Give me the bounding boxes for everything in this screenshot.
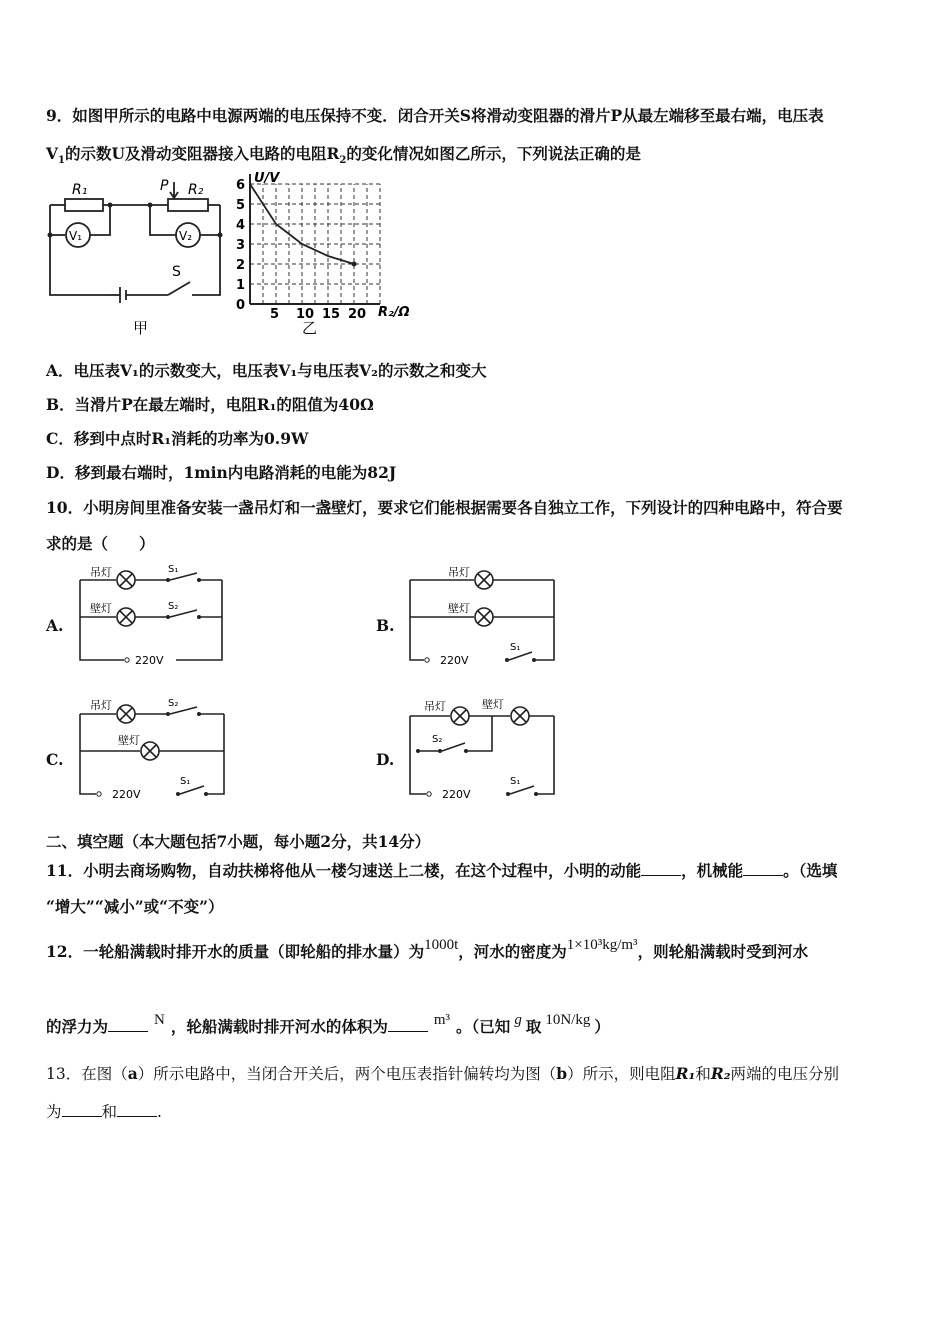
label-r2: R₂ xyxy=(188,182,204,198)
svg-text:S₁: S₁ xyxy=(510,642,521,653)
q9-option-c[interactable]: C．移到中点时R₁消耗的功率为0.9W xyxy=(46,429,309,448)
circuit-option-a[interactable] xyxy=(72,562,232,670)
q9-stem-line1: 9．如图甲所示的电路中电源两端的电压保持不变．闭合开关S将滑动变阻器的滑片P从最左端移至最右端，电压表 xyxy=(46,106,824,125)
svg-text:壁灯: 壁灯 xyxy=(448,602,470,615)
label-p: P xyxy=(160,178,169,194)
label-s: S xyxy=(172,264,181,280)
q10-option-a-letter[interactable]: A. xyxy=(46,616,64,635)
q12-stem-line1: 12．一轮船满载时排开水的质量（即轮船的排水量）为1000t，河水的密度为1×10³kg/m³，则轮船满载时受到河水 xyxy=(46,937,809,961)
circuit-option-d[interactable] xyxy=(402,696,562,804)
label-r1: R₁ xyxy=(72,182,88,198)
label-v2: V₂ xyxy=(179,229,193,243)
y-tick-label: 0 xyxy=(236,298,246,313)
q11-blank-2[interactable] xyxy=(743,861,783,876)
y-tick-label: 6 xyxy=(236,178,246,193)
q12-mass: 1000t xyxy=(424,937,459,953)
svg-text:220V: 220V xyxy=(440,654,469,667)
q9-stem-line2: $V_1$的示数U及滑动变阻器接入电路的电阻$R_2$的变化情况如图乙所示，下列说法正确的是 xyxy=(46,144,641,167)
circuit-figure-jia xyxy=(40,170,240,340)
svg-text:S₂: S₂ xyxy=(168,601,179,612)
q13-stem-line2: 为 和 . xyxy=(46,1103,162,1121)
q12-blank-1[interactable] xyxy=(108,1017,148,1032)
q13-blank-2[interactable] xyxy=(117,1102,157,1117)
svg-text:吊灯: 吊灯 xyxy=(448,566,470,579)
resistor-r1 xyxy=(65,199,103,211)
section-heading-fill-blank: 二、填空题（本大题包括7小题，每小题2分，共14分） xyxy=(46,832,431,851)
x-axis-label: R₂/Ω xyxy=(378,305,410,320)
caption-yi: 乙 xyxy=(302,319,318,337)
label-v1: V₁ xyxy=(69,229,83,243)
svg-text:220V: 220V xyxy=(442,788,471,801)
y-tick-label: 4 xyxy=(236,218,246,233)
y-axis-label: U/V xyxy=(254,171,280,186)
q10-option-c-letter[interactable]: C. xyxy=(46,750,64,769)
q12-stem-line2: 的浮力为 N ，轮船满载时排开河水的体积为 m³ 。（已知 g 取 10N/kg ） xyxy=(46,1012,610,1036)
caption-jia: 甲 xyxy=(133,319,149,337)
svg-text:S₂: S₂ xyxy=(168,698,179,709)
q12-blank-2[interactable] xyxy=(388,1017,428,1032)
svg-text:壁灯: 壁灯 xyxy=(118,734,140,747)
x-tick-label: 5 xyxy=(270,307,280,322)
svg-text:壁灯: 壁灯 xyxy=(482,698,504,711)
x-tick-label: 10 xyxy=(296,307,315,322)
q9-option-a[interactable]: A．电压表V₁的示数变大，电压表V₁与电压表V₂的示数之和变大 xyxy=(46,361,487,380)
x-tick-label: 20 xyxy=(348,307,367,322)
y-tick-label: 2 xyxy=(236,258,246,273)
svg-text:吊灯: 吊灯 xyxy=(424,700,446,713)
svg-text:S₁: S₁ xyxy=(180,776,191,787)
q11-stem-line1: 11．小明去商场购物，自动扶梯将他从一楼匀速送上二楼，在这个过程中，小明的动能 ，机械能 。（选填 xyxy=(46,861,838,880)
data-point xyxy=(352,262,357,267)
q10-stem-line2: 求的是（ ） xyxy=(46,534,155,553)
svg-text:S₁: S₁ xyxy=(510,776,521,787)
q11-stem-line2: “增大”“减小”或“不变”） xyxy=(46,897,224,916)
q10-stem-line1: 10．小明房间里准备安装一盏吊灯和一盏壁灯，要求它们能根据需要各自独立工作，下列设计的四种电路中，符合要 xyxy=(46,498,843,517)
q10-option-b-letter[interactable]: B. xyxy=(376,616,395,635)
svg-text:壁灯: 壁灯 xyxy=(90,602,112,615)
circuit-option-b[interactable] xyxy=(402,562,562,670)
resistor-r2 xyxy=(168,199,208,211)
y-tick-label: 5 xyxy=(236,198,246,213)
y-tick-label: 1 xyxy=(236,278,246,293)
chart-u-vs-r2 xyxy=(230,170,430,340)
svg-text:吊灯: 吊灯 xyxy=(90,566,112,579)
svg-text:S₁: S₁ xyxy=(168,564,179,575)
y-tick-label: 3 xyxy=(236,238,246,253)
q12-density: 1×10³kg/m³ xyxy=(566,937,638,953)
svg-text:S₂: S₂ xyxy=(432,734,443,745)
circuit-option-c[interactable] xyxy=(72,696,232,804)
x-tick-label: 15 xyxy=(322,307,341,322)
q13-stem-line1: 13．在图（a）所示电路中，当闭合开关后，两个电压表指针偏转均为图（b）所示，则电阻R₁和R₂两端的电压分别 xyxy=(46,1064,840,1083)
svg-text:220V: 220V xyxy=(135,654,164,667)
q11-blank-1[interactable] xyxy=(641,861,681,876)
q9-option-d[interactable]: D．移到最右端时，1min内电路消耗的电能为82J xyxy=(46,463,397,482)
svg-text:吊灯: 吊灯 xyxy=(90,699,112,712)
q9-option-b[interactable]: B．当滑片P在最左端时，电阻R₁的阻值为40Ω xyxy=(46,395,374,414)
q10-option-d-letter[interactable]: D. xyxy=(376,750,395,769)
svg-text:220V: 220V xyxy=(112,788,141,801)
q13-blank-1[interactable] xyxy=(62,1102,102,1117)
